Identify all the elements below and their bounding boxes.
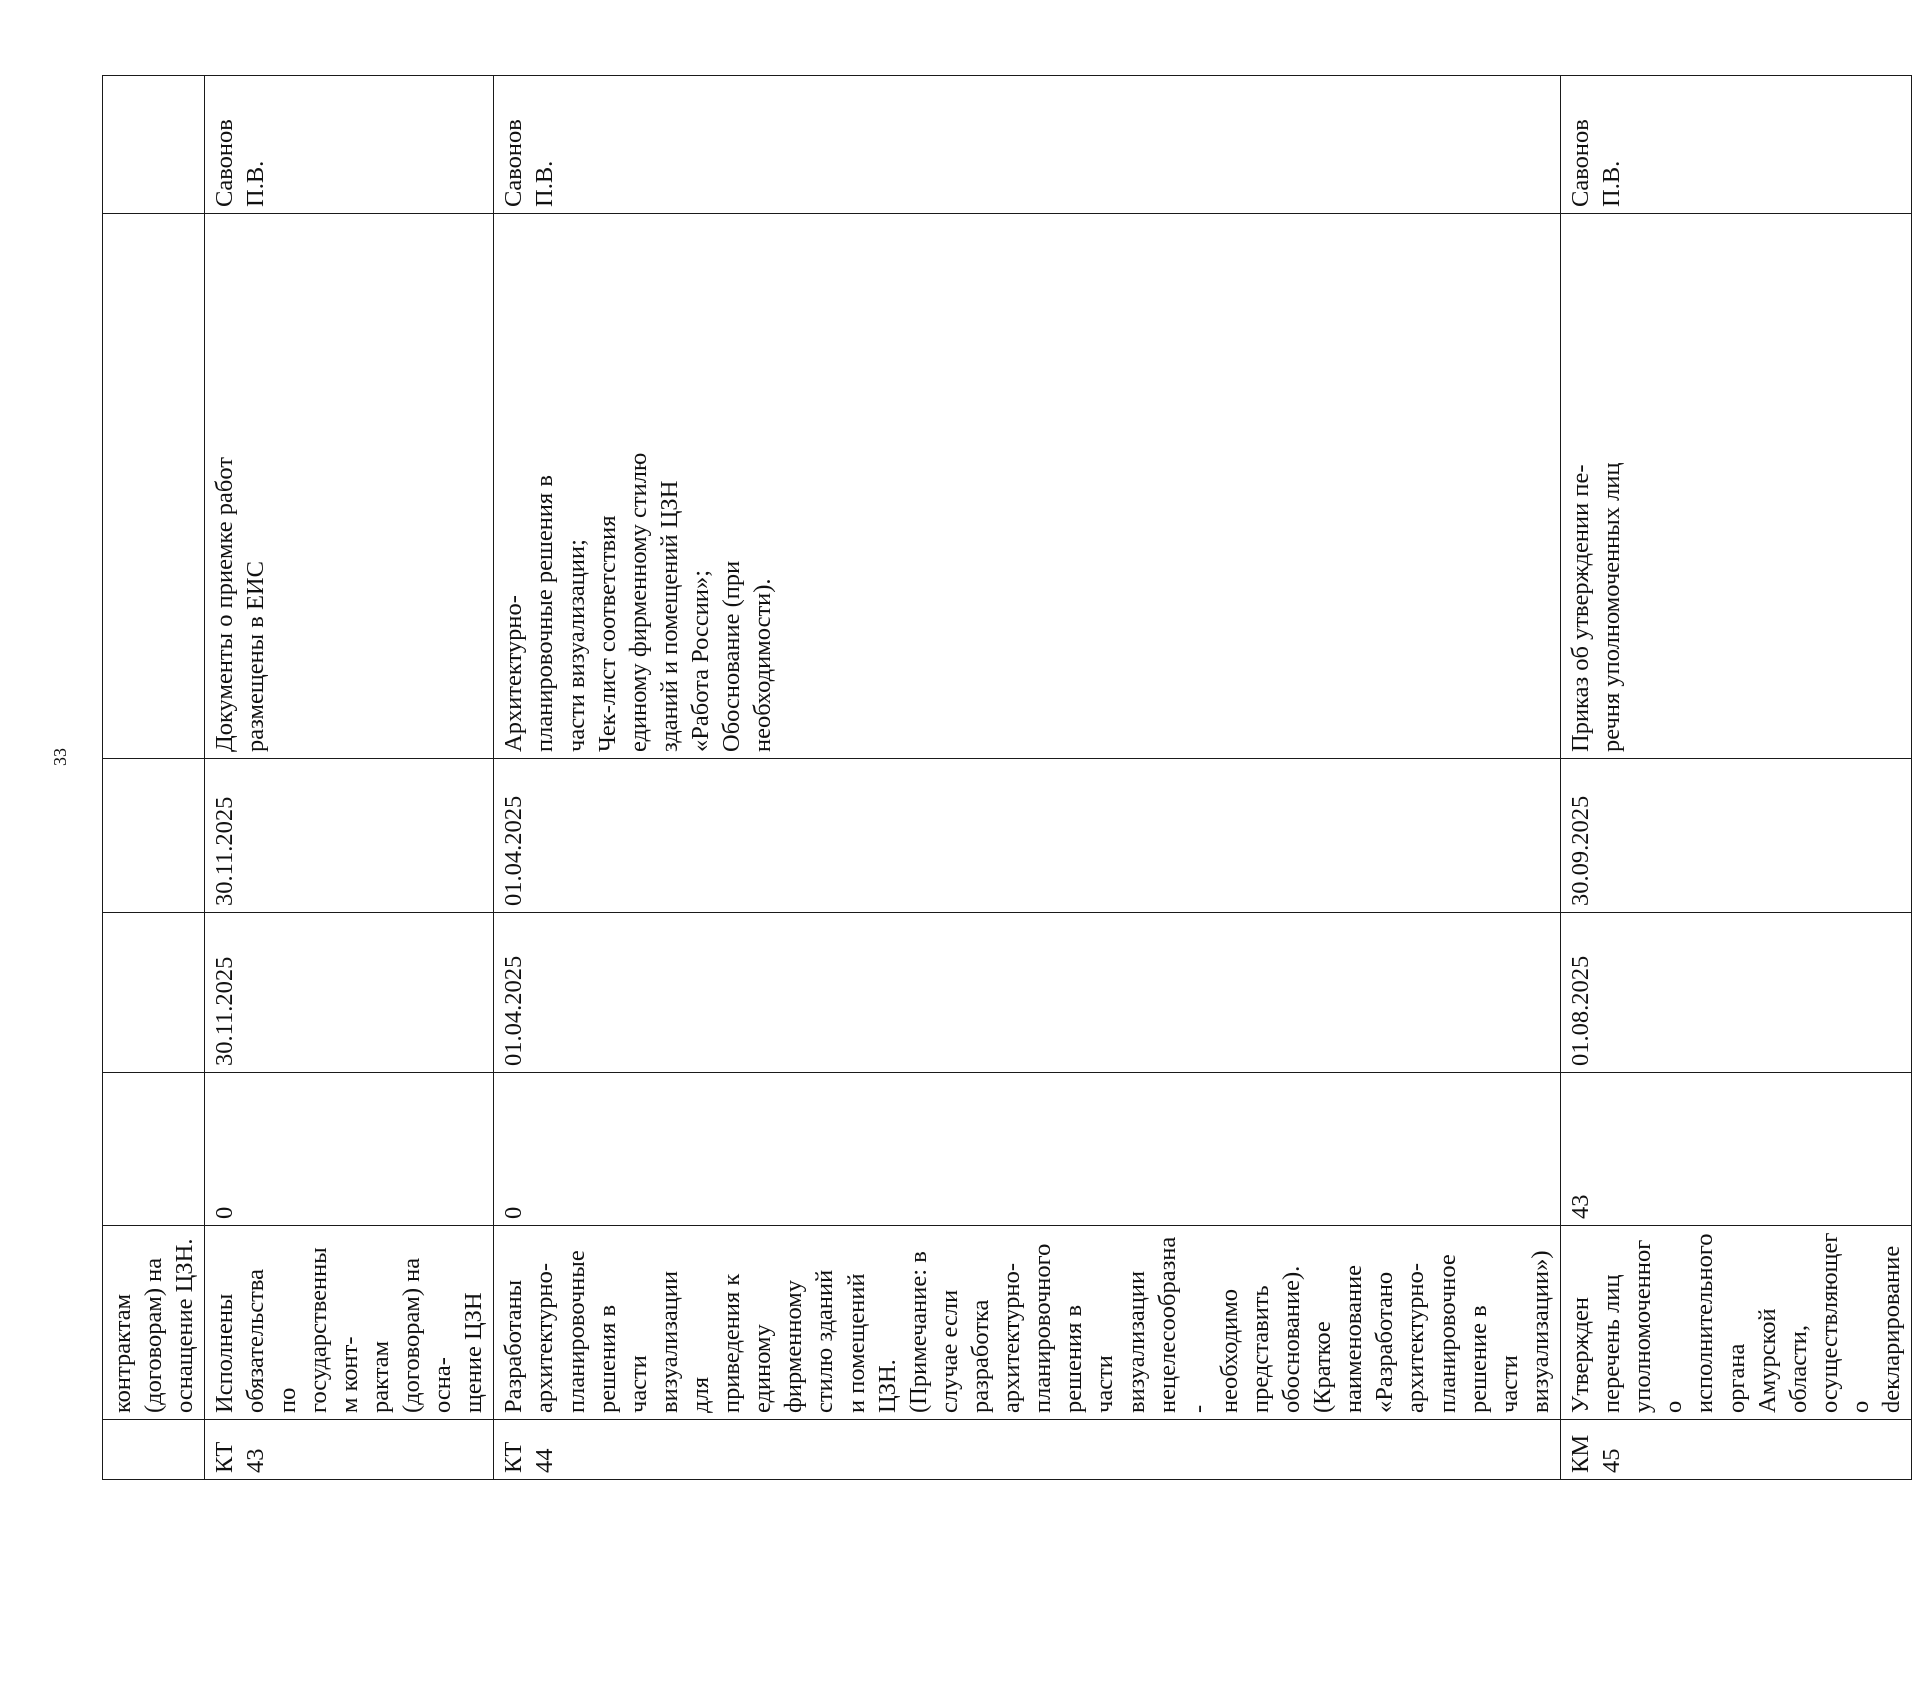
cell-date-start: 01.08.2025 xyxy=(1561,913,1912,1073)
cell-code: КМ 45 xyxy=(1561,1420,1912,1480)
cell-code xyxy=(103,1420,205,1480)
cell-name: Утвержден перечень лиц уполномоченного исполнительного органа Амурской области, осуществляющего dекларирование xyxy=(1561,1226,1912,1420)
cell-date-start: 01.04.2025 xyxy=(494,913,1561,1073)
cell-responsible: Савонов П.В. xyxy=(1561,76,1912,214)
cell-date-end: 30.09.2025 xyxy=(1561,759,1912,913)
table-row xyxy=(205,76,494,1480)
cell-name: контрактам (договорам) на оснащение ЦЗН. xyxy=(103,1226,205,1420)
cell-responsible: Савонов П.В. xyxy=(494,76,1561,214)
cell-name: Разработаны архитектурно- планировочные решения в части визуализации для приведения к единому фирменному стилю зданий и помещений ЦЗН. (Примечание: в случае если разработка архитектурно- планировочного решения в части визуализации нецелесообразна - необходимо представить обоснование). (Краткое наименование «Разработано архитектурно- планировочное решение в части визуализации») xyxy=(494,1226,1561,1420)
cell-code: КТ 44 xyxy=(494,1420,1561,1480)
cell-date-end: 30.11.2025 xyxy=(205,759,494,913)
cell-date-start: 30.11.2025 xyxy=(205,913,494,1073)
cell-document xyxy=(103,214,205,759)
rotated-table-container xyxy=(102,76,1906,1480)
cell-responsible: Савонов П.В. xyxy=(205,76,494,214)
table-row xyxy=(1561,76,1912,1480)
cell-value xyxy=(103,1073,205,1226)
cell-date-end: 01.04.2025 xyxy=(494,759,1561,913)
cell-value: 0 xyxy=(205,1073,494,1226)
table-row-continuation xyxy=(103,76,205,1480)
cell-value: 0 xyxy=(494,1073,1561,1226)
cell-value: 43 xyxy=(1561,1073,1912,1226)
cell-name: Исполнены обязательства по государственным конт- рактам (договорам) на осна- щение ЦЗН xyxy=(205,1226,494,1420)
cell-responsible xyxy=(103,76,205,214)
cell-document: Документы о приемке работ размещены в ЕИС xyxy=(205,214,494,759)
cell-code: КТ 43 xyxy=(205,1420,494,1480)
cell-document: Архитектурно- планировочные решения в части визуализации; Чек-лист соответствия единому фирменному стилю зданий и помещений ЦЗН «Работа России»; Обоснование (при необходимости). xyxy=(494,214,1561,759)
document-table xyxy=(102,75,1912,1480)
cell-date-start xyxy=(103,913,205,1073)
table-row xyxy=(494,76,1561,1480)
page-number: 33 xyxy=(50,748,70,766)
cell-document: Приказ об утверждении пе- речня уполномоченных лиц xyxy=(1561,214,1912,759)
cell-date-end xyxy=(103,759,205,913)
